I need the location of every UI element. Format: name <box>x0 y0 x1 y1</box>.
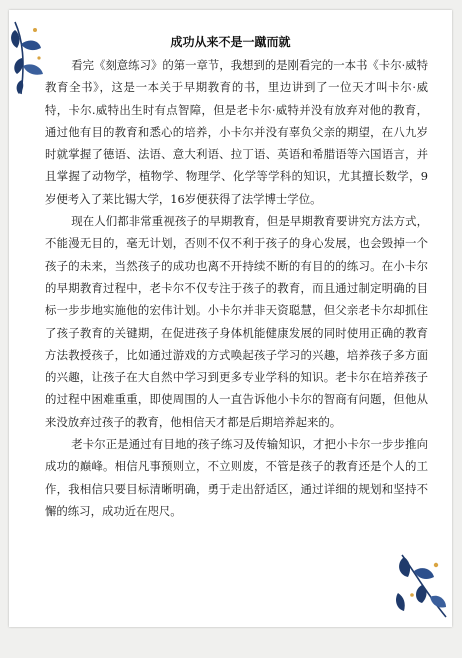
document-body <box>45 54 428 522</box>
document-page <box>9 10 452 627</box>
paragraph-1: 看完《刻意练习》的第一章节，我想到的是刚看完的一本书《卡尔·威特教育全书》，这是一本关于早期教育的书，里边讲到了一位天才叫卡尔·威特，卡尔.威特出生时有点智障，但是老卡尔·威特并没有放弃对他的教育，通过他有目的教育和悉心的培养，小卡尔并没有辜负父亲的期望，在八九岁时就掌握了德语、法语、意大利语、拉丁语、英语和希腊语等六国语言，并且掌握了动物学，植物学、物理学、化学等学科的知识，尤其擅长数学，9岁便考入了莱比锡大学，16岁便获得了法学博士学位。 <box>45 58 428 206</box>
paragraph-3: 老卡尔正是通过有目地的孩子练习及传输知识，才把小卡尔一步步推向成功的巅峰。相信凡事预则立，不立则废，不管是孩子的教育还是个人的工作，我相信只要目标清晰明确，勇于走出舒适区，通过详细的规划和坚持不懈的练习，成功近在咫尺。 <box>45 437 428 518</box>
paragraph-2: 现在人们都非常重视孩子的早期教育，但是早期教育要讲究方法方式，不能漫无目的，毫无计划，否则不仅不利于孩子的身心发展，也会毁掉一个孩子的未来，当然孩子的成功也离不开持续不断的有目的的练习。在小卡尔的早期教育过程中，老卡尔不仅专注于孩子的教育，而且通过制定明确的目标一步步地实施他的宏伟计划。小卡尔并非天资聪慧，但父亲老卡尔却抓住了孩子教育的关键期，在促进孩子身体机能健康发展的同时使用正确的教育方法教授孩子，比如通过游戏的方式唤起孩子学习的兴趣，培养孩子多方面的兴趣，让孩子在大自然中学习到更多专业学科的知识。老卡尔在培养孩子的过程中困难重重，即使周围的人一直告诉他小卡尔的智商有问题，但他从来没放弃过孩子的教育，他相信天才都是后期培养起来的。 <box>45 214 428 429</box>
leaf-branch-decoration-icon <box>392 549 450 621</box>
document-title: 成功从来不是一蹴而就 <box>170 35 291 49</box>
